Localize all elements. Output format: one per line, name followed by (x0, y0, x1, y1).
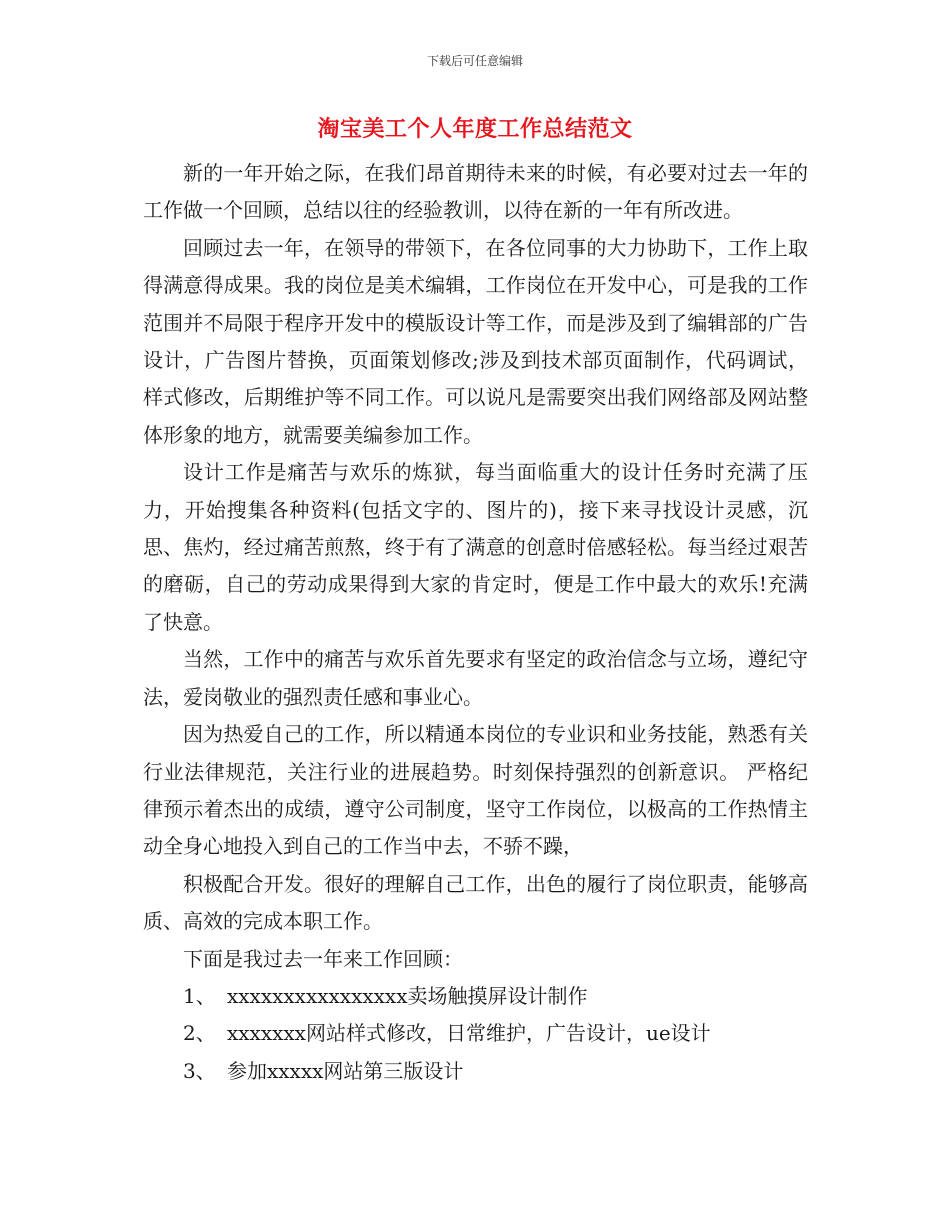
paragraph-attitude: 当然，工作中的痛苦与欢乐首先要求有坚定的政治信念与立场，遵纪守法，爱岗敬业的强烈责任感和事业心。 (143, 647, 808, 709)
list-item-number: 3、 (183, 1058, 216, 1083)
list-item (143, 1015, 808, 1052)
list-item-text: 参加xxxxx网站第三版设计 (227, 1058, 464, 1083)
list-item-text: xxxxxxxxxxxxxxxx卖场触摸屏设计制作 (227, 983, 588, 1008)
paragraph-review: 回顾过去一年，在领导的带领下，在各位同事的大力协助下，工作上取得满意得成果。我的岗位是美术编辑，工作岗位在开发中心，可是我的工作范围并不局限于程序开发中的模版设计等工作，而是涉及到了编辑部的广告设计，广告图片替换，页面策划修改;涉及到技术部页面制作，代码调试，样式修改，后期维护等不同工作。可以说凡是需要突出我们网络部及网站整体形象的地方，就需要美编参加工作。 (143, 235, 808, 447)
list-item (143, 978, 808, 1015)
document-title: 淘宝美工个人年度工作总结范文 (317, 117, 633, 142)
list-item-text: xxxxxxx网站样式修改，日常维护，广告设计，ue设计 (227, 1021, 711, 1046)
paragraph-intro: 新的一年开始之际，在我们昂首期待未来的时候，有必要对过去一年的工作做一个回顾，总结以往的经验教训，以待在新的一年有所改进。 (143, 161, 808, 223)
header-note: 下载后可任意编辑 (426, 54, 523, 68)
paragraph-cooperation: 积极配合开发。很好的理解自己工作，出色的履行了岗位职责，能够高质、高效的完成本职工作。 (143, 871, 808, 934)
paragraph-design-work: 设计工作是痛苦与欢乐的炼狱，每当面临重大的设计任务时充满了压力，开始搜集各种资料(包括文字的、图片的)，接下来寻找设计灵感，沉思、焦灼，经过痛苦煎熬，终于有了满意的创意时倍感轻松。每当经过艰苦的磨砺，自己的劳动成果得到大家的肯定时，便是工作中最大的欢乐!充满了快意。 (143, 460, 808, 634)
paragraph-list-intro: 下面是我过去一年来工作回顾： (183, 946, 463, 971)
paragraph-passion: 因为热爱自己的工作，所以精通本岗位的专业识和业务技能，熟悉有关行业法律规范，关注行业的进展趋势。时刻保持强烈的创新意识。 严格纪律预示着杰出的成绩，遵守公司制度，坚守工作岗位，以极高的工作热情主动全身心地投入到自己的工作当中去，不骄不躁， (143, 722, 808, 859)
list-item-number: 1、 (183, 983, 216, 1008)
document-body (143, 155, 808, 1090)
list-item (143, 1053, 808, 1090)
list-item-number: 2、 (183, 1021, 216, 1046)
